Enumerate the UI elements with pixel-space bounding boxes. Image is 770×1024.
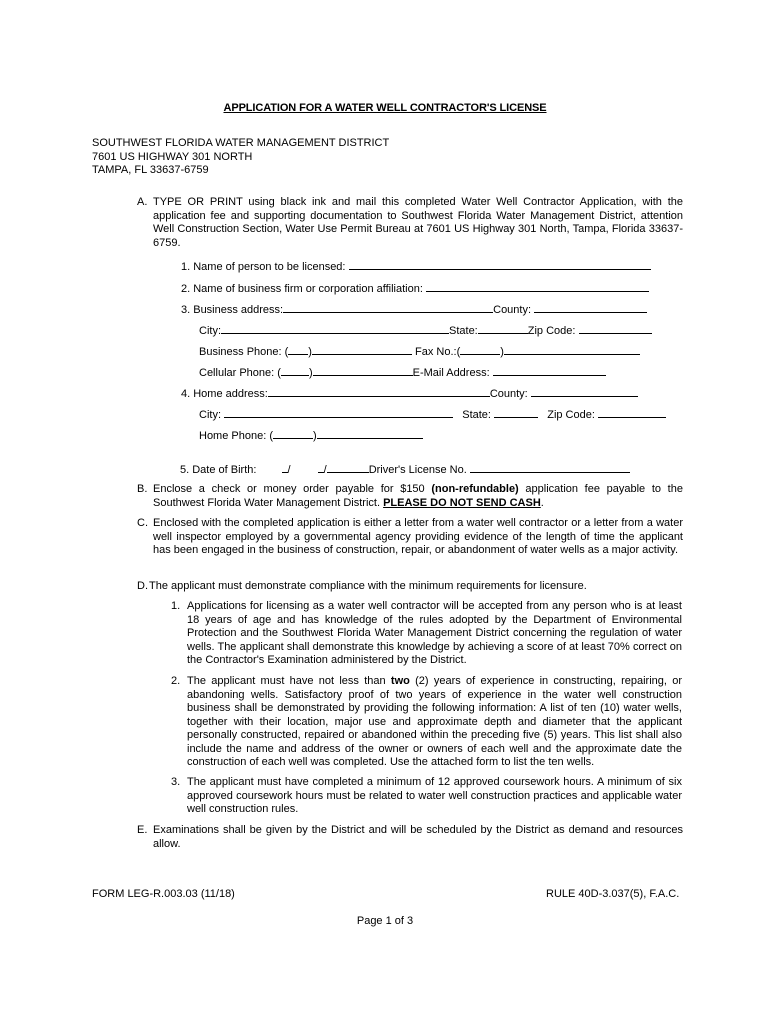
field-name-label: 1. Name of person to be licensed: (181, 261, 346, 273)
page-number: Page 1 of 3 (356, 915, 414, 927)
field-business-phone-label: Business Phone: ( (199, 346, 289, 358)
field-name-blank[interactable] (349, 258, 651, 270)
section-e (137, 824, 683, 851)
section-b-text-1: Enclose a check or money order payable for $150 (153, 483, 425, 495)
field-home-address-blank[interactable] (268, 385, 490, 397)
field-business-city-blank[interactable] (221, 322, 449, 334)
field-business-zip-label: Zip Code: (527, 325, 576, 337)
section-d (137, 579, 683, 593)
page-title: APPLICATION FOR A WATER WELL CONTRACTOR'S LICENSE (223, 102, 547, 114)
section-d-item-2-text-2: (2) years of experience in constructing, repairing, or abandoning wells. Satisfactory proof of two years of experience in the water well construction business shall be demonstrated by providing the following information: A list of ten (10) water wells, together with their location, major use and approximate depth and diameter that the applicant personally constructed, repaired or abandoned within the preceding five (5) years. This list shall also include the name and address of the owner or owners of each well and the approximate date the construction of each well was completed. Use the attached form to list the ten wells. (187, 675, 682, 768)
section-b-text-end: . (540, 496, 544, 509)
field-business-zip-blank[interactable] (579, 322, 652, 334)
field-email-label: E-Mail Address: (412, 367, 490, 379)
field-dob-sep-1: / (287, 464, 291, 476)
field-dob-row (180, 461, 630, 477)
section-d-item-1 (171, 600, 682, 668)
field-home-address-row (181, 385, 638, 401)
section-c (137, 517, 683, 558)
address-line-2: 7601 US HIGHWAY 301 NORTH (92, 150, 253, 163)
field-home-address-label: 4. Home address: (181, 388, 268, 400)
field-cell-phone-row (199, 364, 606, 380)
field-home-city-row (199, 406, 666, 422)
section-e-text: Examinations shall be given by the District and will be scheduled by the District as demand and resources allow. (153, 824, 683, 850)
field-home-phone-row (199, 427, 423, 443)
section-b-no-cash: PLEASE DO NOT SEND CASH (383, 496, 541, 509)
field-business-address-label: 3. Business address: (181, 304, 284, 316)
section-d-label: D. (137, 580, 148, 592)
section-d-item-3-text: The applicant must have completed a minimum of 12 approved coursework hours. A minimum of six approved coursework hours must be related to water well construction practices and applicable water well construction rules. (187, 776, 682, 815)
field-cell-phone-area-blank[interactable] (281, 364, 309, 376)
field-home-phone-blank[interactable] (317, 427, 423, 439)
section-e-label: E. (137, 824, 148, 836)
field-home-state-blank[interactable] (494, 406, 538, 418)
field-fax-label: Fax No.:( (415, 346, 461, 358)
field-home-zip-blank[interactable] (598, 406, 666, 418)
section-b-bold: (non-refundable) (431, 483, 519, 495)
field-business-county-label: County: (493, 304, 532, 316)
field-business-phone-area-blank[interactable] (288, 343, 308, 355)
field-home-phone-label: Home Phone: ( (199, 430, 273, 442)
field-business-phone-row (199, 343, 640, 359)
address-line-3: TAMPA, FL 33637-6759 (92, 164, 209, 176)
field-business-firm-blank[interactable] (426, 280, 649, 292)
section-b (137, 483, 683, 510)
field-business-state-blank[interactable] (478, 322, 528, 334)
field-home-phone-paren: ) (312, 430, 317, 442)
field-home-county-blank[interactable] (531, 385, 638, 397)
field-home-state-label: State: (462, 409, 491, 421)
field-business-phone-paren: ) (308, 346, 312, 358)
field-dob-label: 5. Date of Birth: (180, 464, 257, 476)
section-d-item-3 (171, 776, 682, 817)
section-d-item-3-label: 3. (171, 776, 181, 788)
section-d-text: The applicant must demonstrate compliance with the minimum requirements for licensure. (149, 580, 587, 592)
section-c-text: Enclosed with the completed application is either a letter from a water well contractor or a letter from a water well inspector employed by a governmental agency providing evidence of the length of time the applicant has been engaged in the business of construction, repair, or abandonment of water wells as a major activity. (153, 517, 683, 556)
field-home-zip-label: Zip Code: (547, 409, 595, 421)
field-dl-blank[interactable] (470, 461, 630, 473)
section-d-item-2 (171, 675, 682, 770)
form-number: FORM LEG-R.003.03 (11/18) (92, 888, 235, 900)
field-business-address-row (181, 301, 647, 317)
field-business-firm-row (181, 280, 649, 296)
field-fax-paren: ) (500, 346, 504, 358)
field-dl-label: Driver's License No. (368, 464, 467, 476)
section-d-item-2-text-1: The applicant must have not less than (187, 675, 386, 687)
field-cell-phone-blank[interactable] (313, 364, 413, 376)
field-home-county-label: County: (489, 388, 528, 400)
rule-reference: RULE 40D-3.037(5), F.A.C. (546, 888, 680, 900)
field-business-state-label: State: (449, 325, 478, 337)
field-business-phone-blank[interactable] (312, 343, 412, 355)
district-address (92, 137, 389, 178)
field-cell-phone-label: Cellular Phone: ( (199, 367, 281, 379)
field-cell-phone-paren: ) (308, 367, 313, 379)
field-fax-blank[interactable] (504, 343, 640, 355)
section-b-text-2: application fee payable to the Southwest Florida Water Management District. (153, 483, 683, 509)
section-c-label: C. (137, 517, 148, 529)
field-business-city-label: City: (199, 325, 221, 337)
field-business-county-blank[interactable] (534, 301, 647, 313)
field-business-address-blank[interactable] (283, 301, 493, 313)
section-d-item-2-label: 2. (171, 675, 181, 687)
field-fax-area-blank[interactable] (460, 343, 500, 355)
field-dob-sep-2: / (323, 464, 327, 476)
field-home-city-blank[interactable] (224, 406, 453, 418)
field-name-row (181, 258, 651, 274)
section-a (137, 196, 683, 250)
section-a-text: TYPE OR PRINT using black ink and mail this completed Water Well Contractor Application, with the application fee and supporting documentation to Southwest Florida Water Management District, attention Well Construction Section, Water Use Permit Bureau at 7601 US Highway 301 North, Tampa, Florida 33637-6759. (153, 196, 683, 249)
section-a-label: A. (137, 196, 148, 208)
address-line-1: SOUTHWEST FLORIDA WATER MANAGEMENT DISTRICT (92, 137, 390, 149)
field-email-blank[interactable] (493, 364, 606, 376)
field-business-firm-label: 2. Name of business firm or corporation affiliation: (181, 283, 423, 295)
section-d-item-2-bold: two (390, 675, 410, 687)
field-home-phone-area-blank[interactable] (273, 427, 313, 439)
section-d-item-1-text: Applications for licensing as a water well contractor will be accepted from any person who is at least 18 years of age and has knowledge of the rules adopted by the Department of Environmental Protection and the Southwest Florida Water Management District concerning the regulation of water wells. The applicant shall demonstrate this knowledge by achieving a score of at least 70% correct on the Contractor's Examination administered by the District. (187, 600, 682, 666)
field-business-city-row (199, 322, 652, 338)
field-home-city-label: City: (199, 409, 221, 421)
section-b-label: B. (137, 483, 148, 495)
field-dob-year-blank[interactable] (327, 461, 369, 473)
section-d-item-1-label: 1. (171, 600, 181, 612)
